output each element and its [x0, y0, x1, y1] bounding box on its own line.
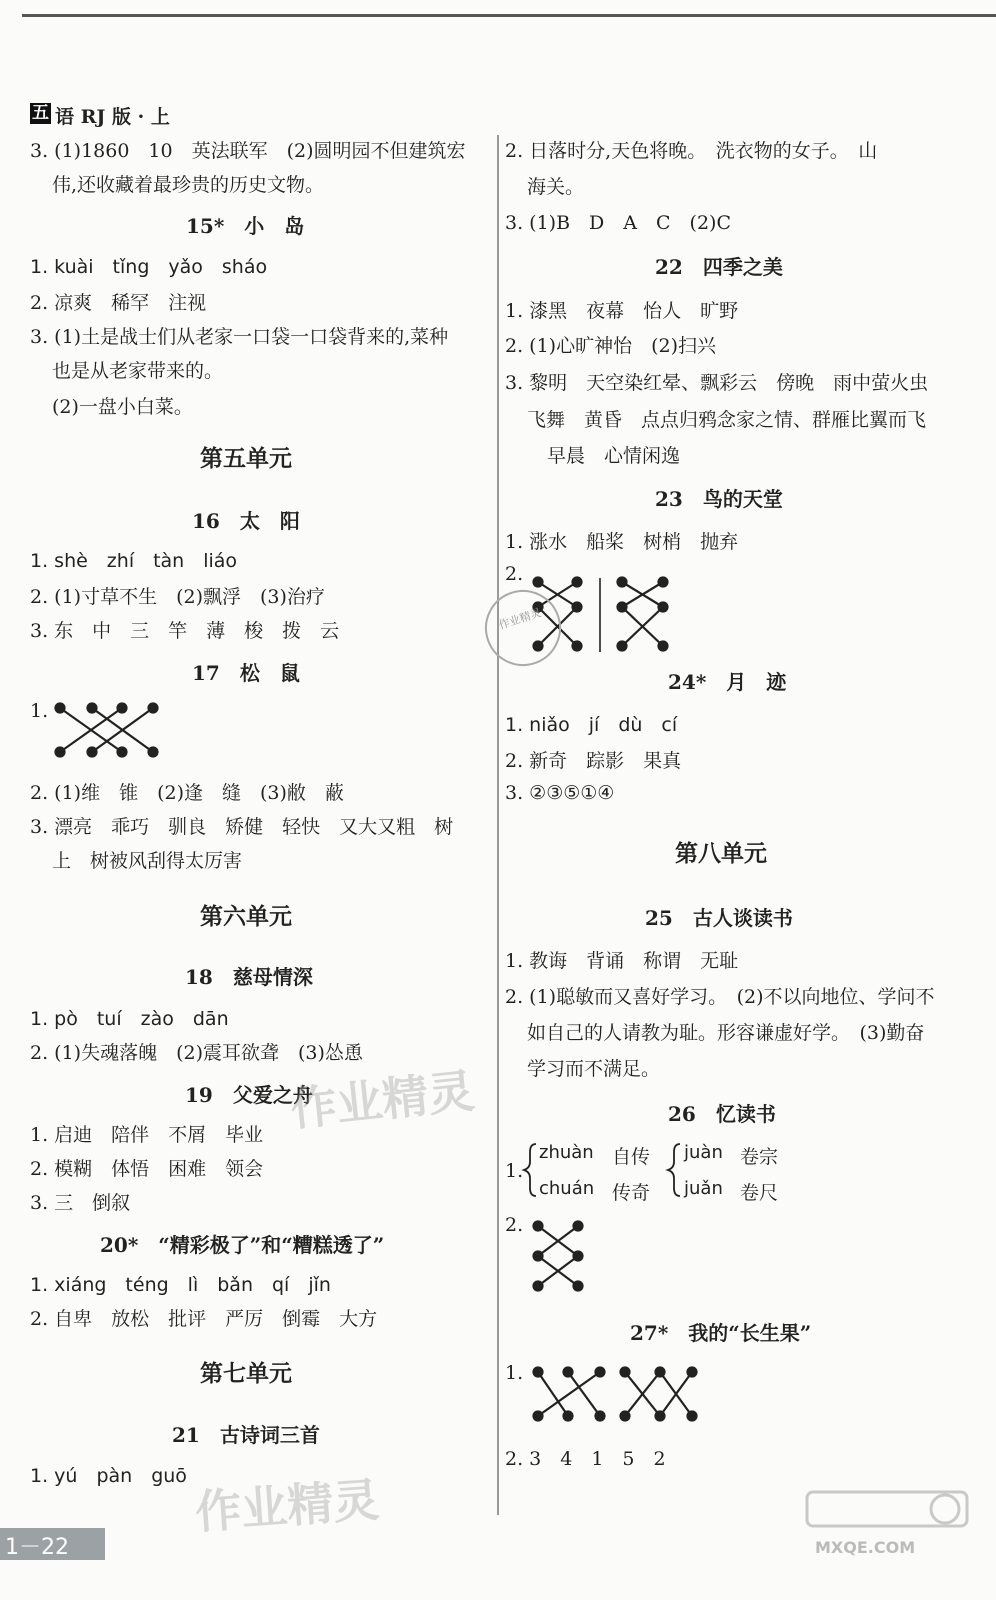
- lesson-title: 19 父爱之舟: [185, 1083, 313, 1107]
- answer-line: 3. 三 倒叙: [30, 1192, 131, 1214]
- site-url: MXQE.COM: [815, 1538, 916, 1557]
- watermark-text: 作业精灵: [287, 1063, 477, 1137]
- answer-line: 飞舞 黄昏 点点归鸦念家之情、群雁比翼而飞: [527, 409, 927, 431]
- answer-line: 3. (1)土是战士们从老家一口袋一口袋背来的,菜种: [30, 326, 449, 348]
- word: 传奇: [612, 1182, 651, 1204]
- answer-line: 1. 漆黑 夜幕 怡人 旷野: [505, 300, 739, 322]
- lesson-title: 22 四季之美: [655, 255, 783, 279]
- answer-line: 伟,还收藏着最珍贵的历史文物。: [52, 174, 325, 196]
- page-number: 1－22: [5, 1535, 69, 1560]
- answer-line: 2.: [505, 1214, 524, 1236]
- lesson-title: 24* 月 迹: [668, 670, 787, 694]
- answer-line: 2. 凉爽 稀罕 注视: [30, 292, 207, 314]
- lesson-title: 20* “精彩极了”和“糟糕透了”: [100, 1233, 385, 1257]
- answer-line: 1. xiáng téng lì bǎn qí jǐn: [30, 1274, 331, 1296]
- answer-line: 3. ②③⑤①④: [505, 782, 615, 804]
- unit-heading: 第七单元: [200, 1360, 292, 1387]
- answer-line: 2. (1)寸草不生 (2)飘浮 (3)治疗: [30, 586, 325, 608]
- answer-line: 3. 漂亮 乖巧 驯良 矫健 轻快 又大又粗 树: [30, 816, 454, 838]
- answer-line: 海关。: [527, 176, 585, 198]
- answer-line: 如自己的人请教为耻。形容谦虚好学。 (3)勤奋: [527, 1022, 925, 1044]
- answer-line: 2. 日落时分,天色将晚。 洗衣物的女子。 山: [505, 140, 878, 162]
- answer-line: 上 树被风刮得太厉害: [52, 850, 243, 872]
- answer-line: 1.: [505, 1362, 524, 1384]
- pinyin: zhuàn: [539, 1142, 594, 1163]
- word: 卷尺: [740, 1182, 779, 1204]
- pinyin: juǎn: [684, 1178, 723, 1199]
- answer-line: 1. yú pàn guō: [30, 1465, 187, 1487]
- pinyin: juàn: [684, 1142, 723, 1163]
- lesson-title: 25 古人谈读书: [645, 906, 793, 930]
- pinyin: chuán: [539, 1178, 595, 1199]
- answer-line: 也是从老家带来的。: [52, 360, 224, 382]
- answer-line: 2. 3 4 1 5 2: [505, 1448, 666, 1470]
- answer-line: 1. 涨水 船桨 树梢 抛弃: [505, 531, 739, 553]
- answer-line: 学习而不满足。: [527, 1058, 661, 1080]
- answer-line: 1.: [30, 700, 49, 722]
- lesson-title: 15* 小 岛: [186, 214, 305, 238]
- answer-line: 3. 黎明 天空染红晕、飘彩云 傍晚 雨中萤火虫: [505, 372, 929, 394]
- answer-line: 3. (1)1860 10 英法联军 (2)圆明园不但建筑宏: [30, 140, 466, 162]
- watermark-text: 作业精灵: [193, 1472, 381, 1540]
- answer-line: 1. 教诲 背诵 称谓 无耻: [505, 950, 739, 972]
- answer-line: 1. kuài tǐng yǎo sháo: [30, 256, 268, 278]
- answer-line: 1. shè zhí tàn liáo: [30, 550, 238, 572]
- answer-line: 3. (1)B D A C (2)C: [505, 212, 731, 234]
- unit-heading: 第五单元: [200, 445, 292, 472]
- brace-26: [524, 1144, 680, 1196]
- lesson-title: 26 忆读书: [668, 1102, 776, 1126]
- answer-line: 2. 自卑 放松 批评 严厉 倒霉 大方: [30, 1308, 378, 1330]
- watermark-stamp: 作业精灵: [475, 580, 571, 676]
- answer-line: 早晨 心情闲逸: [547, 445, 681, 467]
- answer-line: 2. (1)心旷神怡 (2)扫兴: [505, 335, 716, 357]
- grade-badge: 五: [32, 103, 49, 123]
- lesson-title: 18 慈母情深: [185, 965, 313, 989]
- answer-line: 1.: [505, 1160, 524, 1182]
- answer-line: 2. (1)聪敏而又喜好学习。 (2)不以向地位、学问不: [505, 986, 935, 1008]
- answer-line: (2)一盘小白菜。: [52, 396, 193, 418]
- answer-line: 1. niǎo jí dù cí: [505, 714, 678, 736]
- lesson-title: 17 松 鼠: [192, 661, 300, 685]
- edition-title: 语 RJ 版 · 上: [55, 106, 170, 128]
- lesson-title: 27* 我的“长生果”: [630, 1321, 812, 1345]
- word: 卷宗: [740, 1146, 779, 1168]
- answer-line: 1. 启迪 陪伴 不屑 毕业: [30, 1124, 264, 1146]
- match-diagram-26: [534, 1222, 583, 1291]
- lesson-title: 21 古诗词三首: [172, 1423, 320, 1447]
- match-diagram-17: [56, 704, 158, 757]
- word: 自传: [612, 1146, 651, 1168]
- lesson-title: 16 太 阳: [192, 509, 300, 533]
- unit-heading: 第八单元: [675, 840, 767, 867]
- answer-line: 2. (1)维 锥 (2)逢 缝 (3)敝 蔽: [30, 782, 344, 804]
- answer-line: 2. 模糊 体悟 困难 领会: [30, 1158, 264, 1180]
- unit-heading: 第六单元: [200, 903, 292, 930]
- answer-line: 1. pò tuí zào dān: [30, 1008, 229, 1030]
- answer-line: 2. 新奇 踪影 果真: [505, 750, 682, 772]
- lesson-title: 23 鸟的天堂: [655, 487, 783, 511]
- answer-line: 2. (1)失魂落魄 (2)震耳欲聋 (3)怂恿: [30, 1042, 363, 1064]
- answer-line: 3. 东 中 三 竿 薄 梭 拨 云: [30, 620, 340, 642]
- match-diagram-27: [534, 1368, 697, 1421]
- answer-line: 2.: [505, 563, 524, 585]
